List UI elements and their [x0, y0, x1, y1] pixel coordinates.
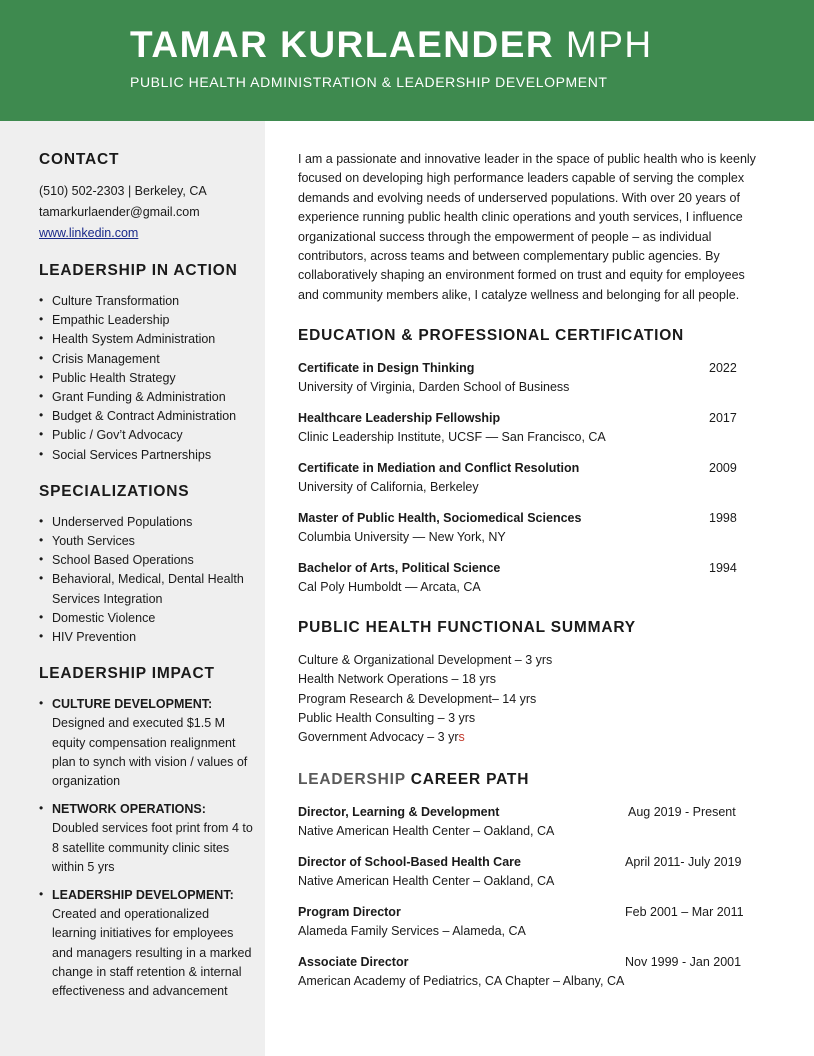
entry-title: Certificate in Design Thinking: [298, 361, 475, 376]
list-item: • Youth Services: [39, 532, 254, 551]
list-item: [39, 886, 254, 1001]
specializations-list: [39, 513, 254, 647]
entry-school: University of Virginia, Darden School of Business: [298, 380, 570, 395]
list-item: • Public / Gov’t Advocacy: [39, 426, 254, 445]
entry-title: Bachelor of Arts, Political Science: [298, 561, 501, 576]
list-item: • HIV Prevention: [39, 628, 254, 647]
career-entry: [298, 903, 758, 941]
entry-year: 2009: [709, 461, 737, 476]
impact-label: LEADERSHIP DEVELOPMENT:: [52, 888, 234, 903]
entry-year: 2017: [709, 411, 737, 426]
education-entry: [298, 409, 758, 447]
job-org: American Academy of Pediatrics, CA Chapter – Albany, CA: [298, 974, 625, 989]
impact-text: Doubled services foot print from 4 to 8 satellite community clinic sites within 5 yrs: [52, 821, 253, 874]
entry-title: Healthcare Leadership Fellowship: [298, 411, 501, 426]
entry-school: Columbia University — New York, NY: [298, 530, 506, 545]
summary-item: [298, 728, 758, 747]
job-dates: Feb 2001 – Mar 2011: [625, 905, 744, 920]
summary-item: Culture & Organizational Development – 3 yrs: [298, 653, 553, 668]
impact-list: [39, 695, 254, 1001]
job-org: Native American Health Center – Oakland, CA: [298, 874, 555, 889]
list-item: • Underserved Populations: [39, 513, 254, 532]
credential-text: MPH: [565, 24, 653, 65]
email-text: tamarkurlaender@gmail.com: [39, 205, 200, 219]
impact-label: CULTURE DEVELOPMENT:: [52, 697, 213, 712]
list-item: [39, 800, 254, 877]
entry-school: University of California, Berkeley: [298, 480, 479, 495]
sidebar: [0, 121, 265, 1056]
summary-text: Government Advocacy – 3 yr: [298, 730, 459, 745]
headline: PUBLIC HEALTH ADMINISTRATION & LEADERSHIP DEVELOPMENT: [130, 74, 608, 90]
education-entry: [298, 509, 758, 547]
list-item: [39, 695, 254, 791]
candidate-name: [130, 24, 653, 66]
phone-location: (510) 502-2303 | Berkeley, CA: [39, 184, 207, 198]
job-dates: April 2011- July 2019: [625, 855, 742, 870]
impact-text: Created and operationalized learning initiatives for employees and managers resulting in a marked change in staff retention & internal effectiveness and advancement: [52, 907, 252, 999]
entry-year: 1998: [709, 511, 737, 526]
entry-year: 1994: [709, 561, 737, 576]
header-banner: [0, 0, 814, 121]
summary-item: Program Research & Development– 14 yrs: [298, 691, 537, 706]
career-entry: [298, 953, 758, 991]
name-text: TAMAR KURLAENDER: [130, 24, 555, 65]
list-item: • Behavioral, Medical, Dental Health Services Integration: [39, 570, 254, 608]
entry-school: Clinic Leadership Institute, UCSF — San Francisco, CA: [298, 430, 606, 445]
main-content: [298, 150, 758, 1003]
specializations-heading: SPECIALIZATIONS: [39, 482, 190, 500]
job-org: Native American Health Center – Oakland, CA: [298, 824, 555, 839]
job-title: Associate Director: [298, 955, 409, 970]
summary-item: Health Network Operations – 18 yrs: [298, 672, 497, 687]
intro-paragraph: I am a passionate and innovative leader in the space of public health who is keenly focused on developing high performance leaders capable of serving the complex demands and evolving needs of underserved populations. With over 20 years of experience running public health clinic operations and youth services, I influence organizational success through the empowerment of people – as individual contributors, across teams and between complementary public agencies. By collaboratively shaping an environment formed on trust and equity for employees and community members alike, I catalyze wellness and belonging for all people.: [298, 152, 756, 302]
summary-item: Public Health Consulting – 3 yrs: [298, 710, 476, 725]
career-entry: [298, 803, 758, 841]
job-dates: Aug 2019 - Present: [628, 805, 736, 820]
education-entry: [298, 559, 758, 597]
leadership-heading: LEADERSHIP IN ACTION: [39, 262, 238, 279]
career-heading-rest: CAREER PATH: [405, 771, 530, 789]
list-item: • Social Services Partnerships: [39, 446, 254, 465]
impact-heading: LEADERSHIP IMPACT: [39, 665, 215, 683]
summary-text-red: s: [458, 730, 465, 745]
job-title: Program Director: [298, 905, 401, 920]
list-item: • Health System Administration: [39, 330, 254, 349]
list-item: • Domestic Violence: [39, 609, 254, 628]
impact-text: Designed and executed $1.5 M equity compensation realignment plan to synch with vision / values of organization: [52, 716, 248, 789]
summary-heading: PUBLIC HEALTH FUNCTIONAL SUMMARY: [298, 619, 636, 637]
leadership-list: [39, 292, 254, 465]
career-heading: [298, 771, 758, 789]
job-org: Alameda Family Services – Alameda, CA: [298, 924, 526, 939]
entry-title: Master of Public Health, Sociomedical Sciences: [298, 511, 582, 526]
list-item: • Culture Transformation: [39, 292, 254, 311]
linkedin-link[interactable]: www.linkedin.com: [39, 226, 139, 240]
list-item: • Public Health Strategy: [39, 369, 254, 388]
job-title: Director, Learning & Development: [298, 805, 500, 820]
job-title: Director of School-Based Health Care: [298, 855, 521, 870]
list-item: • Budget & Contract Administration: [39, 407, 254, 426]
list-item: • School Based Operations: [39, 551, 254, 570]
entry-year: 2022: [709, 361, 737, 376]
impact-label: NETWORK OPERATIONS:: [52, 802, 206, 817]
career-heading-grey: LEADERSHIP: [298, 771, 406, 789]
list-item: • Empathic Leadership: [39, 311, 254, 330]
job-dates: Nov 1999 - Jan 2001: [625, 955, 742, 970]
education-entry: [298, 459, 758, 497]
entry-school: Cal Poly Humboldt — Arcata, CA: [298, 580, 481, 595]
contact-heading: CONTACT: [39, 151, 120, 168]
education-entry: [298, 359, 758, 397]
entry-title: Certificate in Mediation and Conflict Resolution: [298, 461, 580, 476]
list-item: • Crisis Management: [39, 350, 254, 369]
education-heading: EDUCATION & PROFESSIONAL CERTIFICATION: [298, 327, 685, 345]
list-item: • Grant Funding & Administration: [39, 388, 254, 407]
career-entry: [298, 853, 758, 891]
